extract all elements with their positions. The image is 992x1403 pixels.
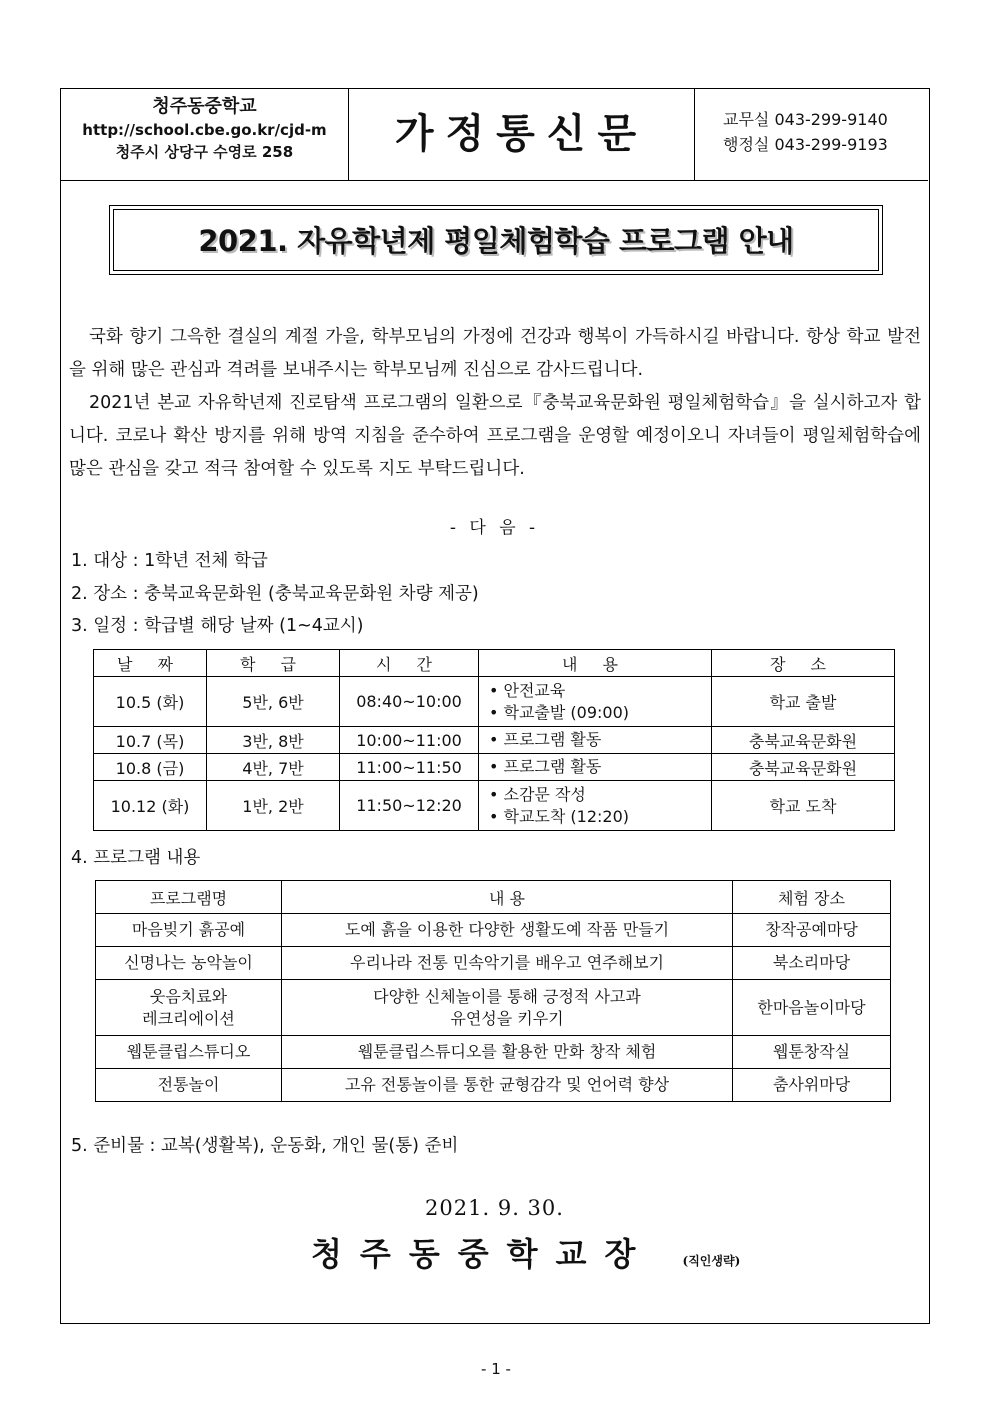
desc-line: 유연성을 키우기 [450,1008,564,1028]
seal-note: (직인생략) [682,1254,741,1268]
cell-class: 4반, 7반 [207,754,340,781]
cell-program-desc: 우리나라 전통 민속악기를 배우고 연주해보기 [282,947,733,980]
table-row [96,914,891,947]
column-header: 장 소 [712,650,895,677]
content-line: • 소감문 작성 [489,784,586,804]
cell-program-place: 창작공예마당 [733,914,891,947]
name-line: 레크리에이션 [142,1008,235,1028]
cell-time: 08:40~10:00 [340,677,479,727]
cell-content [479,781,712,831]
cell-class: 3반, 8반 [207,727,340,754]
table-row [96,947,891,980]
cell-program-name: 웹툰클립스튜디오 [96,1036,282,1069]
cell-content [479,754,712,781]
cell-place: 충북교육문화원 [712,727,895,754]
cell-date: 10.5 (화) [94,677,207,727]
content-line: • 프로그램 활동 [489,757,602,776]
program-table [95,880,891,1102]
content-line: • 학교도착 (12:20) [489,806,630,826]
item-location: 2. 장소 : 충북교육문화원 (충북교육문화원 차량 제공) [71,584,479,604]
schedule-table [93,649,895,831]
content-line: • 안전교육 [489,680,566,700]
school-url[interactable]: http://school.cbe.go.kr/cjd-m [82,121,327,139]
cell-class: 5반, 6반 [207,677,340,727]
cell-program-place: 웹툰창작실 [733,1036,891,1069]
cell-place: 학교 출발 [712,677,895,727]
letter-header [61,89,928,181]
cell-program-desc: 웹툰클립스튜디오를 활용한 만화 창작 체험 [282,1036,733,1069]
table-row [96,980,891,1036]
contact-phones [695,89,928,180]
table-header-row [94,650,895,677]
intro-text [69,321,921,486]
cell-time: 10:00~11:00 [340,727,479,754]
table-row [96,1036,891,1069]
item-target: 1. 대상 : 1학년 전체 학급 [71,551,268,571]
table-row [94,727,895,754]
school-address: 청주시 상당구 수영로 258 [115,143,294,161]
cell-program-place: 한마음놀이마당 [733,980,891,1036]
table-row [94,754,895,781]
name-line: 웃음치료와 [149,986,228,1006]
cell-time: 11:50~12:20 [340,781,479,831]
table-row [94,677,895,727]
table-header-row [96,881,891,914]
table-row [94,781,895,831]
cell-time: 11:00~11:50 [340,754,479,781]
content-line: • 프로그램 활동 [489,730,602,749]
letter-frame [60,88,930,1324]
document-title-box [109,205,883,275]
cell-program-place: 북소리마당 [733,947,891,980]
phone-office: 교무실 043-299-9140 [723,110,888,129]
column-header: 체험 장소 [733,881,891,914]
intro-paragraph: 2021년 본교 자유학년제 진로탐색 프로그램의 일환으로『충북교육문화원 평일체험학습』을 실시하고자 합니다. 코로나 확산 방지를 위해 방역 지침을 준수하여 프로그램을 운영할 예정이오니 자녀들이 평일체험학습에 많은 관심을 갖고 적극 참여할 수 있도록 지도 부탁드립니다. [69,393,921,479]
cell-date: 10.8 (금) [94,754,207,781]
cell-date: 10.7 (목) [94,727,207,754]
intro-paragraph: 국화 향기 그윽한 결실의 계절 가을, 학부모님의 가정에 건강과 행복이 가득하시길 바랍니다. 항상 학교 발전을 위해 많은 관심과 격려를 보내주시는 학부모님께 진심으로 감사드립니다. [69,327,921,380]
document-title: 2021. 자유학년제 평일체험학습 프로그램 안내 [113,209,879,271]
column-header: 내 용 [479,650,712,677]
column-header: 시 간 [340,650,479,677]
cell-place: 학교 도착 [712,781,895,831]
letter-date: 2021. 9. 30. [425,1196,564,1220]
section-marker: - 다 음 - [449,518,540,538]
letter-type-title: 가정통신문 [349,89,695,180]
column-header: 날 짜 [94,650,207,677]
content-line: • 학교출발 (09:00) [489,702,630,722]
cell-program-name: 마음빚기 흙공예 [96,914,282,947]
cell-program-desc [282,980,733,1036]
column-header: 프로그램명 [96,881,282,914]
item-schedule: 3. 일정 : 학급별 해당 날짜 (1~4교시) [71,616,364,636]
signature [311,1229,740,1275]
cell-class: 1반, 2반 [207,781,340,831]
cell-program-name [96,980,282,1036]
page-number: - 1 - [481,1360,511,1378]
item-program: 4. 프로그램 내용 [71,848,201,868]
cell-program-name: 신명나는 농악놀이 [96,947,282,980]
column-header: 학 급 [207,650,340,677]
cell-program-desc: 도예 흙을 이용한 다양한 생활도예 작품 만들기 [282,914,733,947]
cell-content [479,677,712,727]
column-header: 내 용 [282,881,733,914]
school-info [61,89,349,180]
cell-program-desc: 고유 전통놀이를 통한 균형감각 및 언어력 향상 [282,1069,733,1102]
table-row [96,1069,891,1102]
item-supplies: 5. 준비물 : 교복(생활복), 운동화, 개인 물(통) 준비 [71,1136,459,1156]
principal-name: 청주동중학교장 [311,1235,654,1273]
cell-date: 10.12 (화) [94,781,207,831]
desc-line: 다양한 신체놀이를 통해 긍정적 사고과 [373,986,641,1006]
cell-place: 충북교육문화원 [712,754,895,781]
cell-program-name: 전통놀이 [96,1069,282,1102]
cell-content [479,727,712,754]
school-name: 청주동중학교 [152,96,257,117]
phone-admin: 행정실 043-299-9193 [723,135,888,154]
cell-program-place: 춤사위마당 [733,1069,891,1102]
